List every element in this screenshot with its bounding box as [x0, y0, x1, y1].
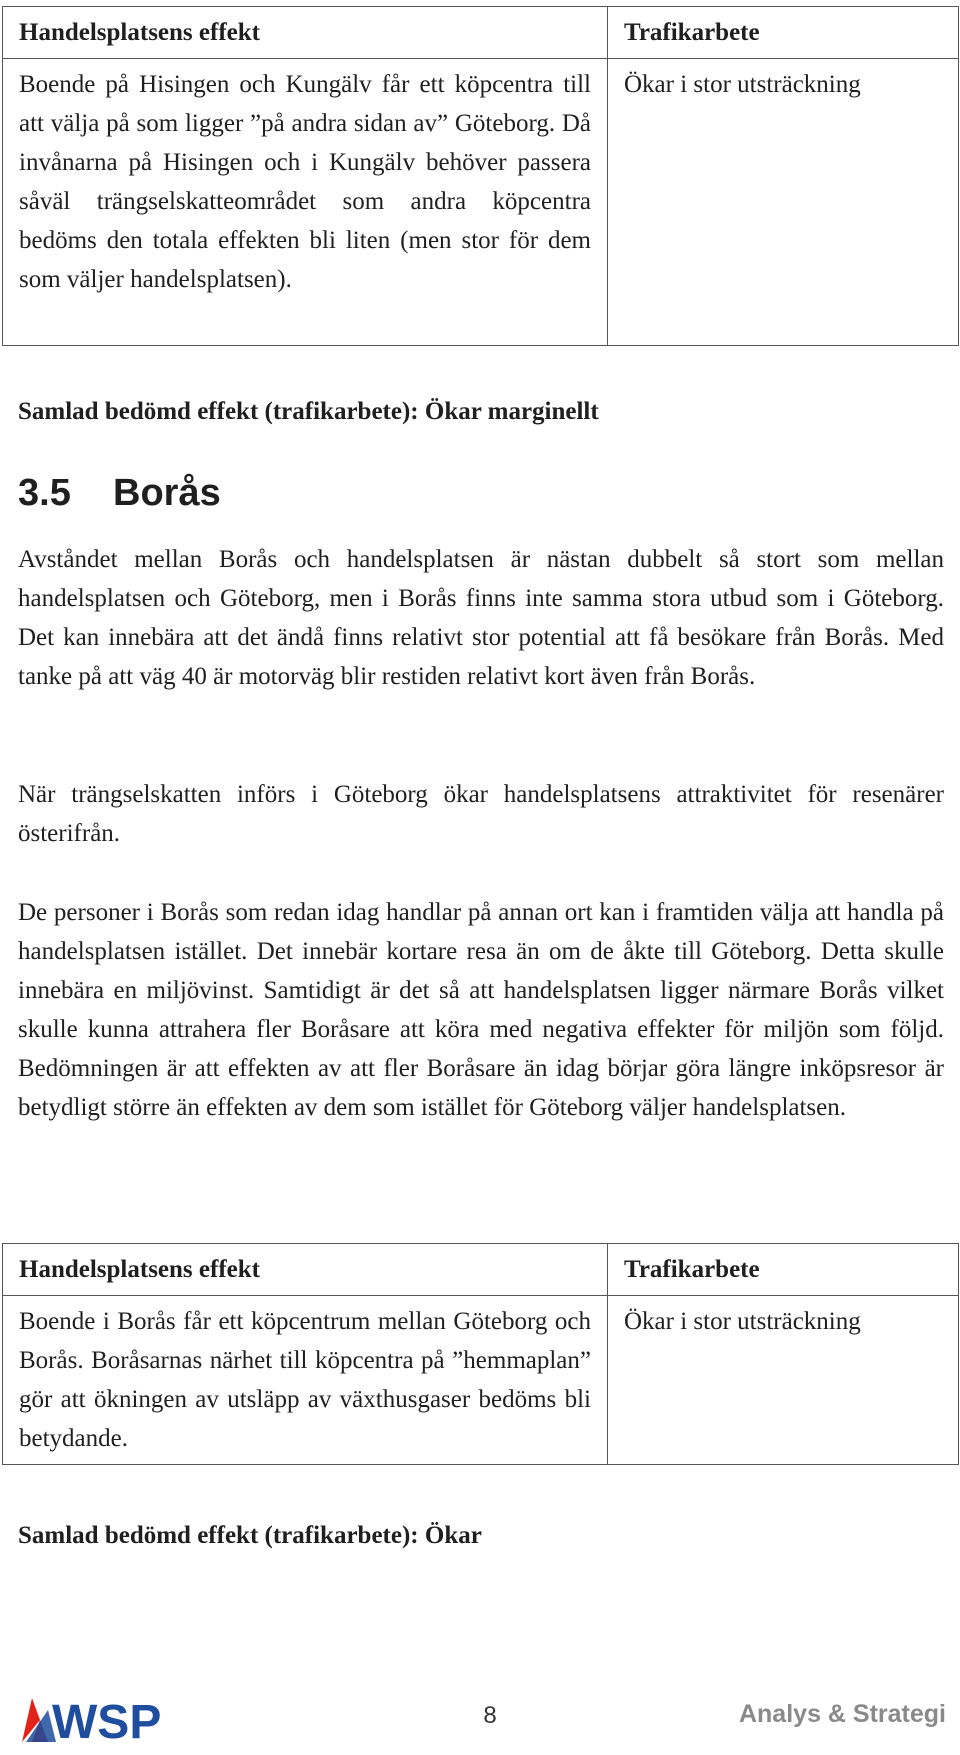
table-cell-trafikarbete: Ökar i stor utsträckning	[608, 59, 959, 346]
table-header-trafikarbete: Trafikarbete	[608, 1244, 959, 1296]
body-paragraph: De personer i Borås som redan idag handlar på annan ort kan i framtiden välja att handla på handelsplatsen istället. Det innebär kortare resa än om de åkte till Göteborg. Detta skulle innebära en miljövinst. Samtidigt är det så att handelsplatsen ligger närmare Borås vilket skulle kunna attrahera fler Boråsare att köra med negativa effekter för miljön som följd. Bedömningen är att effekten av att fler Boråsare än idag börjar göra längre inköpsresor är betydligt större än effekten av dem som istället för Göteborg väljer handelsplatsen.	[18, 899, 944, 1121]
section-heading	[18, 472, 221, 515]
effect-table-boras	[2, 1243, 959, 1465]
table-cell-effect: Boende i Borås får ett köpcentrum mellan Göteborg och Borås. Boråsarnas närhet till köpcentra på ”hemmaplan” gör att ökningen av utsläpp av växthusgaser bedöms bli betydande.	[3, 1296, 608, 1465]
body-paragraph: Avståndet mellan Borås och handelsplatsen är nästan dubbelt så stort som mellan handelsplatsen och Göteborg, men i Borås finns inte samma stora utbud som i Göteborg. Det kan innebära att det ändå finns relativt stor potential att få besökare från Borås. Med tanke på att väg 40 är motorväg blir restiden relativt kort även från Borås.	[18, 546, 944, 690]
section-number: 3.5	[18, 472, 71, 514]
table-cell-trafikarbete: Ökar i stor utsträckning	[608, 1296, 959, 1465]
footer-department: Analys & Strategi	[738, 1700, 946, 1728]
body-paragraph: När trängselskatten införs i Göteborg ökar handelsplatsens attraktivitet för resenärer österifrån.	[18, 781, 944, 847]
section-title: Borås	[113, 472, 221, 514]
logo-wordmark: WSP	[52, 1696, 162, 1746]
effect-table-hisingen	[2, 6, 959, 346]
page-number: 8	[483, 1702, 497, 1729]
table-row	[3, 1296, 959, 1465]
summary-assessment: Samlad bedömd effekt (trafikarbete): Ökar	[18, 1522, 482, 1549]
wsp-logo	[18, 1690, 208, 1746]
summary-assessment: Samlad bedömd effekt (trafikarbete): Ökar marginellt	[18, 398, 599, 425]
table-header-effect: Handelsplatsens effekt	[3, 7, 608, 59]
table-cell-effect: Boende på Hisingen och Kungälv får ett köpcentra till att välja på som ligger ”på andra sidan av” Göteborg. Då invånarna på Hisingen och i Kungälv behöver passera såväl trängselskatteområdet som andra köpcentra bedöms den totala effekten bli liten (men stor för dem som väljer handelsplatsen).	[3, 59, 608, 346]
table-header-trafikarbete: Trafikarbete	[608, 7, 959, 59]
table-header-effect: Handelsplatsens effekt	[3, 1244, 608, 1296]
table-row	[3, 59, 959, 346]
